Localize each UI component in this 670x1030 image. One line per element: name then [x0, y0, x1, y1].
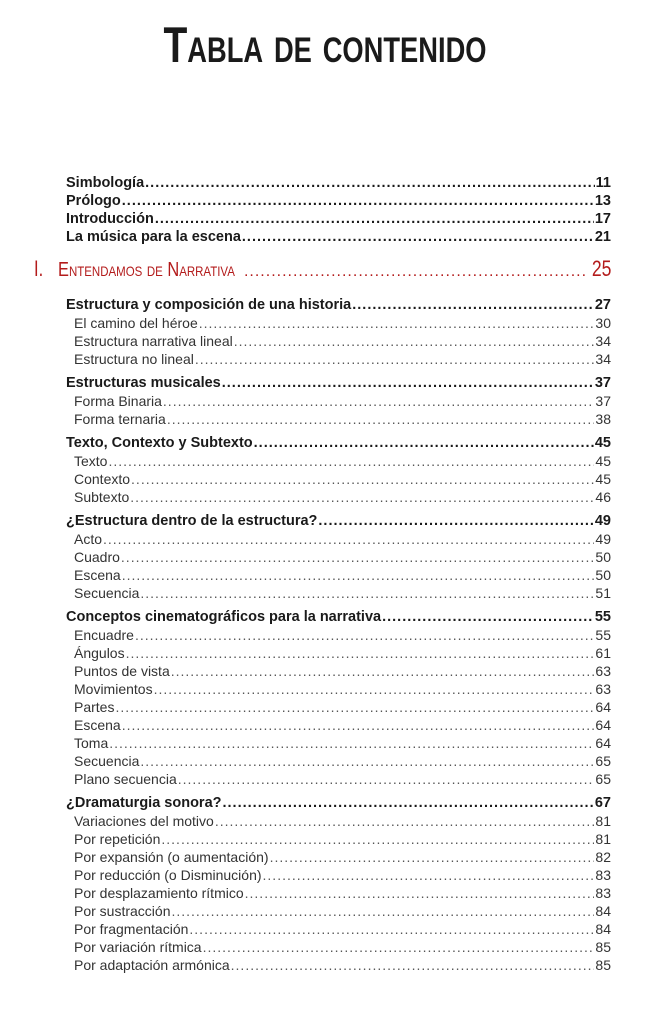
entry-label: ¿Estructura dentro de la estructura?	[66, 513, 318, 529]
dot-leader	[135, 626, 594, 644]
entry-page-number: 37	[595, 393, 611, 409]
subsection-entry[interactable]	[66, 680, 611, 698]
dot-leader	[189, 920, 594, 938]
entry-label: Forma ternaria	[74, 411, 166, 427]
entry-label: Por repetición	[74, 831, 161, 847]
entry-label: Contexto	[74, 471, 131, 487]
dot-leader	[222, 374, 594, 392]
dot-leader	[171, 902, 594, 920]
subsection-entry[interactable]	[66, 530, 611, 548]
entry-page-number: 17	[594, 211, 611, 227]
subsection-entry[interactable]	[66, 626, 611, 644]
entry-label: Acto	[74, 531, 103, 547]
dot-leader	[145, 174, 595, 192]
entry-label: Por sustracción	[74, 903, 171, 919]
entry-label: Variaciones del motivo	[74, 813, 214, 829]
entry-page-number: 11	[595, 175, 611, 191]
subsection-entry[interactable]	[66, 698, 611, 716]
section-entry[interactable]	[66, 296, 611, 314]
dot-leader	[199, 314, 595, 332]
dot-leader	[115, 698, 594, 716]
subsection-entry[interactable]	[66, 548, 611, 566]
dot-leader	[244, 263, 587, 281]
entry-page-number: 85	[595, 957, 611, 973]
dot-leader	[126, 644, 595, 662]
entry-page-number: 49	[595, 531, 611, 547]
entry-page-number: 34	[595, 333, 611, 349]
subsection-entry[interactable]	[66, 644, 611, 662]
subsection-entry[interactable]	[66, 584, 611, 602]
dot-leader	[154, 680, 595, 698]
toc-section	[66, 296, 611, 368]
subsection-entry[interactable]	[66, 770, 611, 788]
entry-label: Por fragmentación	[74, 921, 189, 937]
dot-leader	[122, 716, 595, 734]
dot-leader	[178, 770, 595, 788]
entry-page-number: 61	[595, 645, 611, 661]
dot-leader	[195, 350, 595, 368]
chapter-heading[interactable]	[34, 256, 611, 290]
dot-leader	[163, 392, 595, 410]
dot-leader	[171, 662, 595, 680]
subsection-entry[interactable]	[66, 956, 611, 974]
dot-leader	[215, 812, 595, 830]
section-entry[interactable]	[66, 608, 611, 626]
subsection-entry[interactable]	[66, 866, 611, 884]
dot-leader	[161, 830, 594, 848]
entry-label: Subtexto	[74, 489, 130, 505]
entry-label: Cuadro	[74, 549, 120, 565]
toc-section	[66, 434, 611, 506]
dot-leader	[254, 434, 594, 452]
front-matter-entry[interactable]	[66, 210, 611, 228]
front-matter-entry[interactable]	[66, 228, 611, 246]
subsection-entry[interactable]	[66, 752, 611, 770]
entry-page-number: 49	[594, 513, 611, 529]
dot-leader	[270, 848, 595, 866]
entry-page-number: 27	[594, 297, 611, 313]
subsection-entry[interactable]	[66, 392, 611, 410]
entry-page-number: 50	[595, 567, 611, 583]
dot-leader	[242, 228, 594, 246]
entry-page-number: 81	[595, 813, 611, 829]
chapter-page: 25	[591, 256, 611, 281]
entry-page-number: 65	[595, 753, 611, 769]
entry-label: Puntos de vista	[74, 663, 170, 679]
dot-leader	[155, 210, 594, 228]
entry-label: Prólogo	[66, 193, 121, 209]
entry-label: Movimientos	[74, 681, 153, 697]
dot-leader	[234, 332, 595, 350]
entry-label: Estructura narrativa lineal	[74, 333, 233, 349]
dot-leader	[122, 192, 594, 210]
entry-label: Ángulos	[74, 645, 125, 661]
subsection-entry[interactable]	[66, 332, 611, 350]
chapter-number: I.	[34, 256, 44, 281]
subsection-entry[interactable]	[66, 470, 611, 488]
entry-label: La música para la escena	[66, 229, 241, 245]
section-entry[interactable]	[66, 374, 611, 392]
subsection-entry[interactable]	[66, 920, 611, 938]
entry-label: Secuencia	[74, 585, 140, 601]
subsection-entry[interactable]	[66, 566, 611, 584]
subsection-entry[interactable]	[66, 488, 611, 506]
dot-leader	[223, 794, 594, 812]
table-of-contents	[34, 174, 611, 974]
entry-page-number: 81	[595, 831, 611, 847]
entry-label: Estructuras musicales	[66, 375, 221, 391]
subsection-entry[interactable]	[66, 662, 611, 680]
dot-leader	[130, 488, 594, 506]
entry-page-number: 38	[595, 411, 611, 427]
section-entry[interactable]	[66, 434, 611, 452]
entry-page-number: 30	[595, 315, 611, 331]
entry-label: Plano secuencia	[74, 771, 177, 787]
dot-leader	[231, 956, 595, 974]
entry-page-number: 37	[594, 375, 611, 391]
entry-label: Encuadre	[74, 627, 134, 643]
entry-page-number: 46	[595, 489, 611, 505]
entry-page-number: 64	[595, 717, 611, 733]
dot-leader	[103, 530, 594, 548]
subsection-entry[interactable]	[66, 716, 611, 734]
entry-page-number: 13	[594, 193, 611, 209]
entry-page-number: 84	[595, 921, 611, 937]
subsection-entry[interactable]	[66, 410, 611, 428]
section-entry[interactable]	[66, 794, 611, 812]
entry-page-number: 64	[595, 699, 611, 715]
entry-label: Partes	[74, 699, 115, 715]
entry-label: Escena	[74, 717, 121, 733]
dot-leader	[382, 608, 594, 626]
dot-leader	[203, 938, 595, 956]
entry-page-number: 50	[595, 549, 611, 565]
chapter-title: Entendamos de Narrativa	[58, 259, 236, 281]
page-title: Tabla de contenido	[163, 17, 487, 73]
dot-leader	[122, 566, 595, 584]
entry-label: El camino del héroe	[74, 315, 198, 331]
front-matter-entry[interactable]	[66, 192, 611, 210]
dot-leader	[352, 296, 594, 314]
dot-leader	[140, 752, 594, 770]
entry-label: Estructura y composición de una historia	[66, 297, 352, 313]
section-entry[interactable]	[66, 512, 611, 530]
front-matter-entry[interactable]	[66, 174, 611, 192]
entry-label: ¿Dramaturgia sonora?	[66, 795, 222, 811]
dot-leader	[108, 452, 594, 470]
subsection-entry[interactable]	[66, 830, 611, 848]
entry-page-number: 55	[595, 627, 611, 643]
entry-label: Estructura no lineal	[74, 351, 194, 367]
subsection-entry[interactable]	[66, 848, 611, 866]
dot-leader	[263, 866, 595, 884]
entry-label: Toma	[74, 735, 109, 751]
entry-page-number: 83	[595, 867, 611, 883]
subsection-entry[interactable]	[66, 938, 611, 956]
dot-leader	[109, 734, 594, 752]
entry-page-number: 45	[594, 435, 611, 451]
dot-leader	[245, 884, 595, 902]
dot-leader	[121, 548, 595, 566]
entry-label: Por desplazamiento rítmico	[74, 885, 244, 901]
front-matter	[66, 174, 611, 246]
entry-page-number: 45	[595, 471, 611, 487]
entry-page-number: 21	[594, 229, 611, 245]
entry-page-number: 67	[594, 795, 611, 811]
subsection-entry[interactable]	[66, 902, 611, 920]
entry-page-number: 34	[595, 351, 611, 367]
entry-page-number: 45	[595, 453, 611, 469]
entry-label: Por adaptación armónica	[74, 957, 230, 973]
entry-label: Forma Binaria	[74, 393, 162, 409]
entry-page-number: 63	[595, 681, 611, 697]
subsection-entry[interactable]	[66, 812, 611, 830]
entry-page-number: 85	[595, 939, 611, 955]
dot-leader	[167, 410, 595, 428]
entry-page-number: 63	[595, 663, 611, 679]
entry-label: Texto, Contexto y Subtexto	[66, 435, 253, 451]
dot-leader	[131, 470, 594, 488]
entry-page-number: 83	[595, 885, 611, 901]
dot-leader	[318, 512, 593, 530]
toc-section	[66, 794, 611, 974]
subsection-entry[interactable]	[66, 884, 611, 902]
toc-section	[66, 608, 611, 788]
entry-label: Escena	[74, 567, 121, 583]
sections	[66, 296, 611, 974]
entry-page-number: 65	[595, 771, 611, 787]
entry-label: Por reducción (o Disminución)	[74, 867, 262, 883]
entry-label: Secuencia	[74, 753, 140, 769]
toc-section	[66, 374, 611, 428]
subsection-entry[interactable]	[66, 452, 611, 470]
entry-page-number: 82	[595, 849, 611, 865]
subsection-entry[interactable]	[66, 314, 611, 332]
entry-label: Por expansión (o aumentación)	[74, 849, 269, 865]
entry-label: Simbología	[66, 175, 145, 191]
subsection-entry[interactable]	[66, 734, 611, 752]
subsection-entry[interactable]	[66, 350, 611, 368]
toc-section	[66, 512, 611, 602]
entry-label: Introducción	[66, 211, 154, 227]
entry-page-number: 51	[595, 585, 611, 601]
entry-label: Conceptos cinematográficos para la narrativa	[66, 609, 382, 625]
entry-page-number: 64	[595, 735, 611, 751]
entry-page-number: 84	[595, 903, 611, 919]
entry-label: Texto	[74, 453, 108, 469]
entry-label: Por variación rítmica	[74, 939, 202, 955]
dot-leader	[140, 584, 594, 602]
entry-page-number: 55	[594, 609, 611, 625]
